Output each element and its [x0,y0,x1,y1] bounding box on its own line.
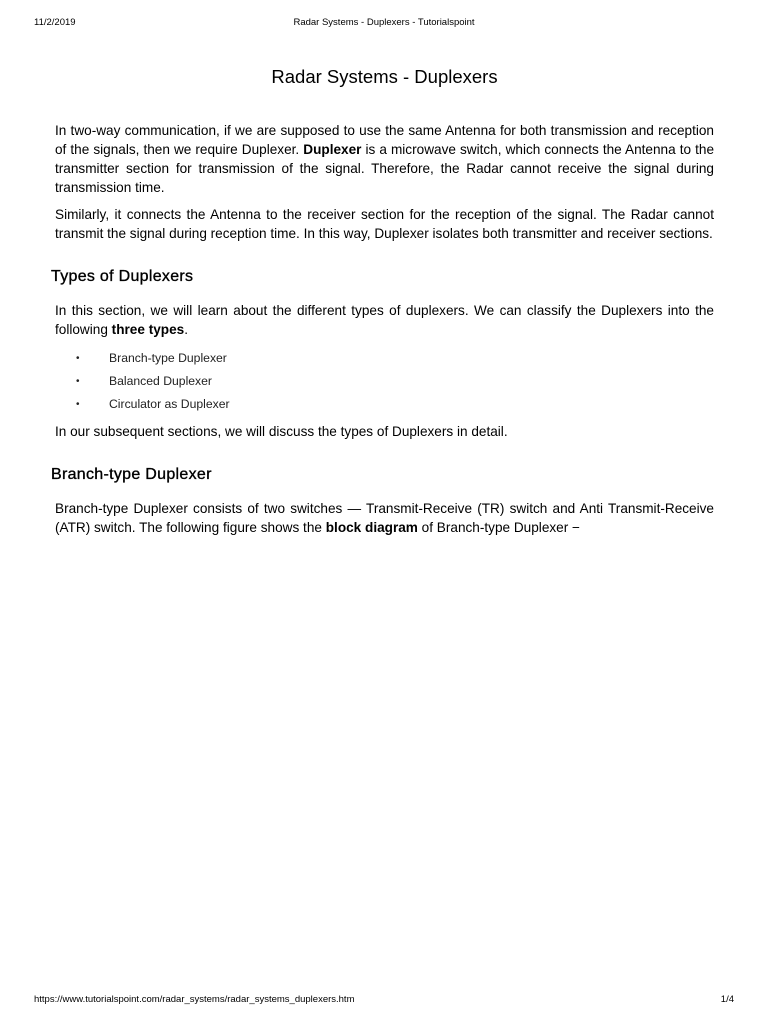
print-footer [0,994,768,1008]
list-item-label: Circulator as Duplexer [109,397,230,411]
page-number: 1/4 [720,994,734,1005]
types-of-duplexers-heading: Types of Duplexers [51,268,194,285]
branch-p1-bold: block diagram [325,520,418,535]
intro-p1-text-b: is a microwave switch, which connects the Antenna to the transmitter section for transmission of the signal. Therefore, the Radar cannot receive the signal during transmission time. [55,142,715,195]
bullet-icon: • [76,376,80,387]
list-item-label: Balanced Duplexer [109,374,212,388]
types-paragraph-1 [55,301,714,339]
bullet-icon: • [76,353,80,364]
intro-p1-bold: Duplexer [303,142,362,157]
page-title: Radar Systems - Duplexers [271,66,498,87]
intro-paragraph-2: Similarly, it connects the Antenna to the receiver section for the reception of the signal. The Radar cannot transmit the signal during reception time. In this way, Duplexer isolates both transmitter and receiver sections. [55,207,714,241]
intro-p1-text-a: In two-way communication, if we are supposed to use the same Antenna for both transmission and reception of the signals, then we require Duplexer. [55,123,714,157]
types-p1-bold: three types [111,322,185,337]
print-header [0,17,768,31]
duplexer-types-list [55,347,714,416]
types-p1-text-a: In this section, we will learn about the different types of duplexers. We can classify the Duplexers into the following [55,303,714,337]
intro-paragraph-1 [55,121,714,197]
bullet-icon: • [76,399,80,410]
types-paragraph-2: In our subsequent sections, we will discuss the types of Duplexers in detail. [55,424,508,439]
branch-p1-text-b: of Branch-type Duplexer − [417,520,580,535]
branch-type-duplexer-heading: Branch-type Duplexer [51,466,212,483]
list-item [55,393,714,416]
print-date: 11/2/2019 [34,17,76,28]
print-document-title: Radar Systems - Duplexers - Tutorialspoint [293,17,475,28]
branch-paragraph-1 [55,499,714,537]
article-content [51,64,715,545]
print-url: https://www.tutorialspoint.com/radar_systems/radar_systems_duplexers.htm [34,994,355,1005]
branch-p1-text-a: Branch-type Duplexer consists of two switches — Transmit-Receive (TR) switch and Anti Transmit-Receive (ATR) switch. The following figure shows the [55,501,714,535]
list-item [55,347,714,370]
list-item [55,370,714,393]
list-item-label: Branch-type Duplexer [109,351,227,365]
types-p1-text-b: . [184,322,188,337]
